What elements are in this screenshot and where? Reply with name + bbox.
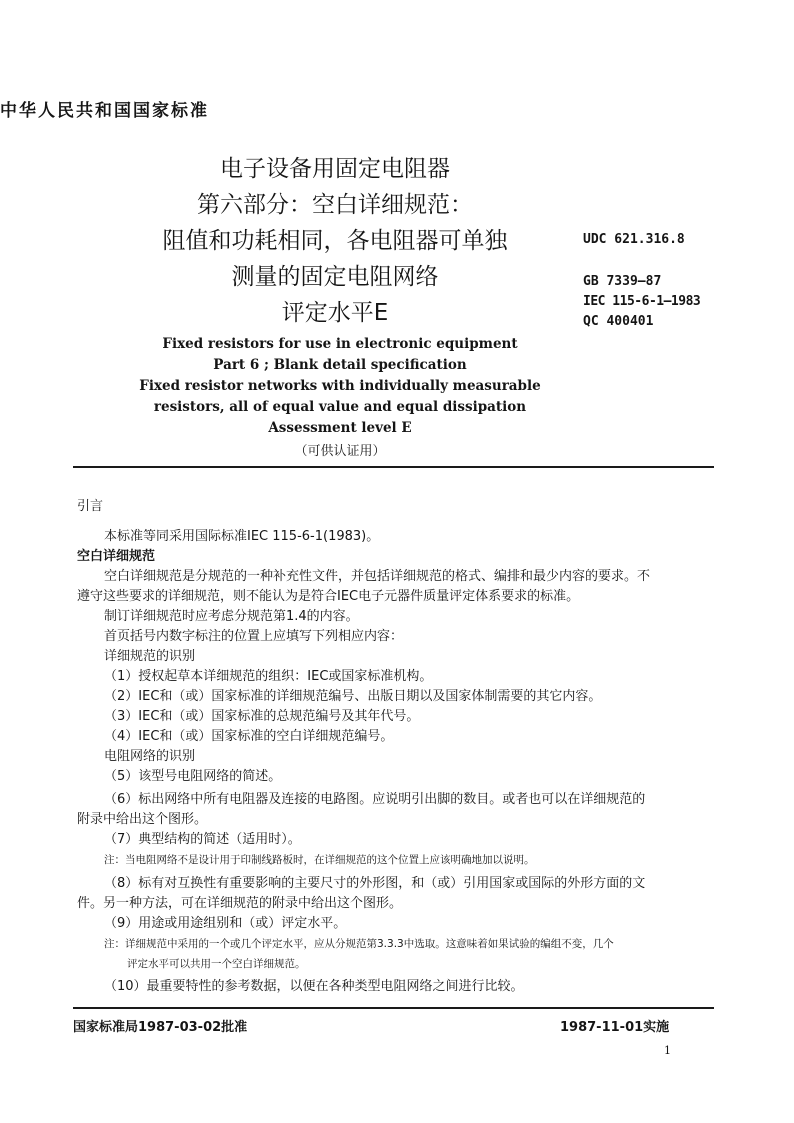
english-title-line-4: resistors, all of equal value and equal dissipation [153, 399, 527, 415]
paragraph-1-line-1: 空白详细规范是分规范的一种补充性文件，并包括详细规范的格式、编排和最少内容的要求。不 [104, 569, 651, 584]
gb-code: GB 7339—87 [583, 274, 662, 289]
paragraph-2: 制订详细规范时应考虑分规范第1.4的内容。 [104, 609, 359, 624]
page-number: 1 [664, 1044, 671, 1057]
list-item-9: （9）用途或用途组别和（或）评定水平。 [104, 916, 347, 931]
english-title-line-5: Assessment level E [268, 420, 412, 436]
footer-divider [73, 1007, 714, 1009]
paragraph-1-line-2: 遵守这些要求的详细规范，则不能认为是符合IEC电子元器件质量评定体系要求的标准。 [77, 589, 580, 604]
certification-note: （可供认证用） [294, 444, 386, 459]
note-2-line-1: 注：详细规范中采用的一个或几个评定水平，应从分规范第3.3.3中选取。这意味着如果试验的编组不变，几个 [104, 938, 614, 950]
network-identification-heading: 电阻网络的识别 [104, 749, 196, 764]
list-item-6-line-2: 附录中给出这个图形。 [77, 812, 208, 827]
list-item-10: （10）最重要特性的参考数据，以便在各种类型电阻网络之间进行比较。 [104, 979, 524, 994]
list-item-3: （3）IEC和（或）国家标准的总规范编号及其年代号。 [104, 709, 420, 724]
title-line-5: 评定水平E [281, 300, 389, 326]
list-item-6-line-1: （6）标出网络中所有电阻器及连接的电路图。应说明引出脚的数目。或者也可以在详细规范的 [104, 792, 646, 807]
national-standard-heading: 中华人民共和国国家标准 [0, 101, 209, 121]
list-item-1: （1）授权起草本详细规范的组织：IEC或国家标准机构。 [104, 669, 433, 684]
paragraph-3: 首页括号内数字标注的位置上应填写下列相应内容： [104, 629, 404, 644]
spec-identification-heading: 详细规范的识别 [104, 649, 196, 664]
english-title-line-1: Fixed resistors for use in electronic equipment [162, 336, 518, 352]
list-item-2: （2）IEC和（或）国家标准的详细规范编号、出版日期以及国家体制需要的其它内容。 [104, 689, 602, 704]
intro-heading: 引言 [77, 499, 104, 514]
english-title-line-2: Part 6 ; Blank detail specification [213, 357, 467, 373]
note-2-line-2: 评定水平可以共用一个空白详细规范。 [127, 958, 306, 970]
blank-spec-heading: 空白详细规范 [77, 549, 156, 564]
iec-code: IEC 115-6-1—1983 [583, 294, 701, 309]
list-item-8-line-2: 件。另一种方法，可在详细规范的附录中给出这个图形。 [77, 896, 403, 911]
title-line-3: 阻值和功耗相同，各电阻器可单独 [162, 228, 508, 254]
list-item-5: （5）该型号电阻网络的简述。 [104, 769, 282, 784]
udc-code: UDC 621.316.8 [583, 232, 685, 247]
list-item-7: （7）典型结构的简述（适用时）。 [104, 832, 301, 847]
effective-date: 1987-11-01实施 [560, 1020, 670, 1035]
english-title-line-3: Fixed resistor networks with individually measurable [139, 378, 541, 394]
qc-code: QC 400401 [583, 314, 654, 329]
title-line-1: 电子设备用固定电阻器 [220, 156, 450, 182]
issued-date: 国家标准局1987-03-02批准 [73, 1020, 248, 1035]
title-line-2: 第六部分：空白详细规范： [197, 192, 473, 218]
list-item-8-line-1: （8）标有对互换性有重要影响的主要尺寸的外形图，和（或）引用国家或国际的外形方面的文 [104, 876, 646, 891]
note-1: 注：当电阻网络不是设计用于印制线路板时，在详细规范的这个位置上应该明确地加以说明。 [104, 854, 535, 866]
intro-text: 本标准等同采用国际标准IEC 115-6-1(1983)。 [104, 529, 380, 544]
list-item-4: （4）IEC和（或）国家标准的空白详细规范编号。 [104, 729, 394, 744]
title-line-4: 测量的固定电阻网络 [231, 264, 439, 290]
header-divider [73, 466, 714, 468]
